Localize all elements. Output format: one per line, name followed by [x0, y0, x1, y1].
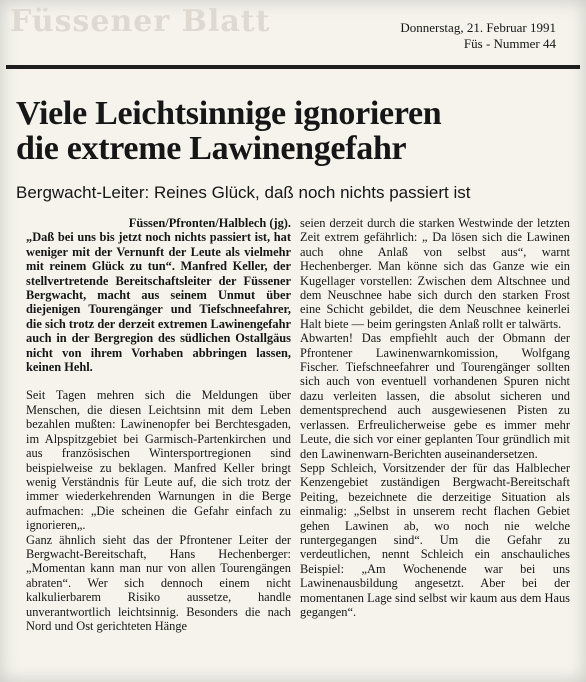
article-paragraph: Ganz ähnlich sieht das der Pfrontener Leiter der Bergwacht-Bereitschaft, Hans Hechenberger: „Momentan kann man nur von allen Tourengängen abraten“. Wer sich dennoch einem nicht kalkulierbarem Risiko aussetze, handle unverantwortlich leichtsinnig. Besonders die nach Nord und Ost gerichteten Hänge [26, 532, 291, 633]
article-headline [16, 96, 556, 166]
headline-line-1: Viele Leichtsinnige ignorieren [16, 95, 442, 132]
headline-line-2: die extreme Lawinengefahr [16, 130, 407, 167]
article-paragraph: seien derzeit durch die starken Westwinde der letzten Zeit extrem gefährlich: „ Da lösen sich die Lawinen auch ohne Anlaß von selbst aus“, warnt Hechenberger. Man könne sich das Ganze wie ein Kugellager vorstellen: Zwischen dem Altschnee und dem Neuschnee habe sich durch den starken Frost eine Schicht gebildet, die dem Neuschnee keinerlei Halt biete — beim geringsten Anlaß rollt er talwärts. [300, 216, 570, 331]
header-rule [6, 65, 580, 69]
edition-number: Füs - Nummer 44 [463, 36, 556, 51]
column-right [300, 216, 570, 619]
article-paragraph: Sepp Schleich, Vorsitzender der für das Halblecher Kenzengebiet zuständigen Bergwacht-Bereitschaft Peiting, bezeichnete die derzeitige Situation als einmalig: „Selbst in unserem recht flachen Gebiet gehen Lawinen ab, wo noch nie welche runtergegangen sind“. Um die Gefahr zu verdeutlichen, nennt Schleich ein anschauliches Beispiel: „Am Wochenende war bei uns Lawinenausbildung angesetzt. Aber bei der momentanen Lage sind selbst wir kaum aus dem Haus gegangen“. [300, 460, 570, 619]
column-left [26, 216, 291, 633]
article-paragraph: Seit Tagen mehren sich die Meldungen über Menschen, die diesen Leichtsinn mit dem Leben bezahlen mußten: Lawinenopfer bei Berchtesgaden, im Alpspitzgebiet bei Garmisch-Partenkirchen und aus französischen Wintersportregionen sind beispielweise zu beklagen. Manfred Keller bringt wenig Verständnis für Leute auf, die sich trotz der immer wiederkehrenden Warnungen in die Berge aufmachen: „Die scheinen die Gefahr einfach zu ignorieren„. [26, 388, 291, 533]
article-lead: „Daß bei uns bis jetzt noch nichts passiert ist, hat weniger mit der Vernunft der Leute als vielmehr mit reinem Glück zu tun“. Manfred Keller, der stellvertretende Bereitschaftsleiter der Füssener Bergwacht, macht aus seinem Unmut über diejenigen Tourengänger und Tiefschneefahrer, die sich trotz der derzeit extremen Lawinengefahr auch in der Bergregion des südlichen Ostallgäus nicht von ihrem Vorhaben abbringen lassen, keinen Hehl. [26, 230, 291, 375]
article-subhead: Bergwacht-Leiter: Reines Glück, daß noch nichts passiert ist [16, 183, 471, 202]
issue-date: Donnerstag, 21. Februar 1991 [400, 20, 556, 35]
article-paragraph: Abwarten! Das empfiehlt auch der Obmann der Pfrontener Lawinenwarnkomission, Wolfgang Fischer. Tiefschneefahrer und Tourengänger sollten sich auch von eventuell vorhandenen Spuren nicht dazu verleiten lassen, die absolut sicheren und dementsprechend auch ausgewiesenen Pisten zu verlassen. Erfreulicherweise gebe es immer mehr Leute, die sich vor einer geplanten Tour gründlich mit den Lawinenwarn-Berichten auseinandersetzen. [300, 331, 570, 461]
dateline [400, 20, 556, 52]
article-byline: Füssen/Pfronten/Halblech (jg). [128, 216, 291, 230]
masthead-watermark: Füssener Blatt [10, 4, 271, 39]
